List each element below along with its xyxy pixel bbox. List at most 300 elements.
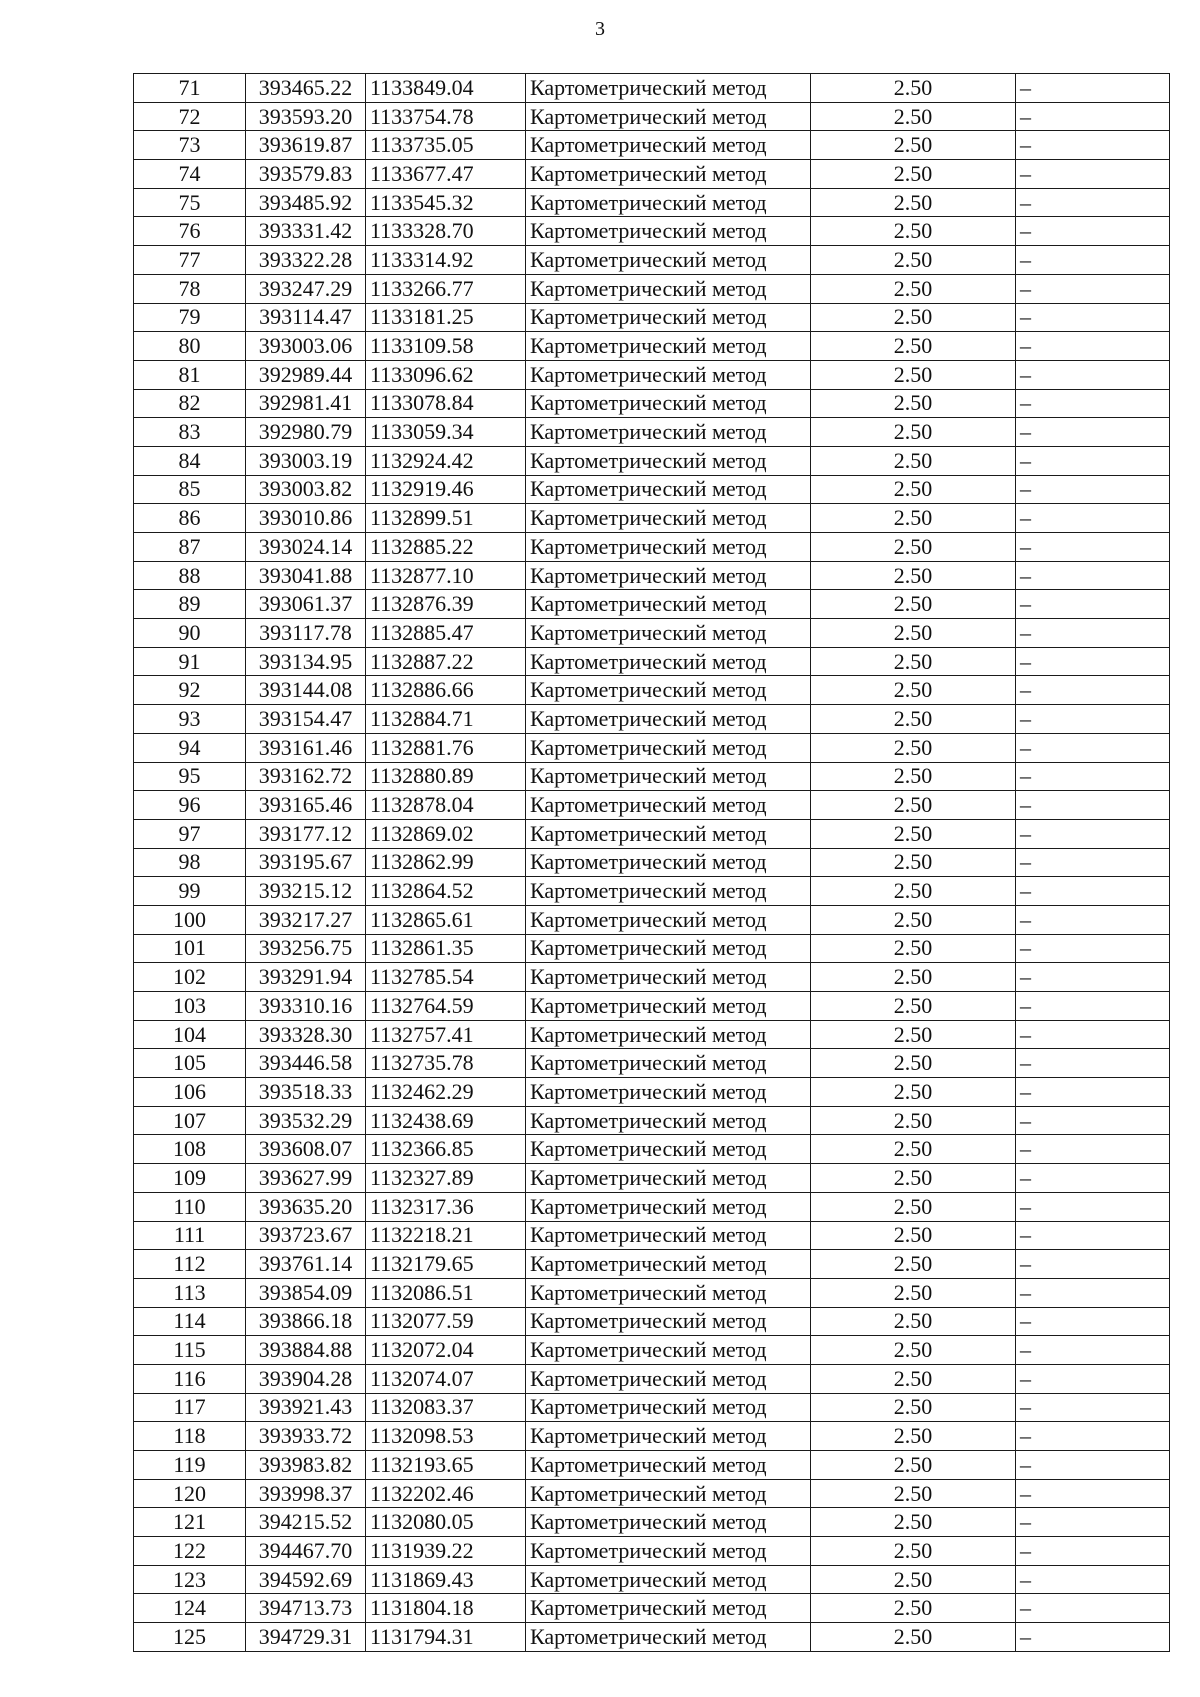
point-number-cell: 81 — [134, 360, 246, 389]
method-cell: Картометрический метод — [526, 303, 811, 332]
description-cell: – — [1016, 1078, 1170, 1107]
x-coordinate-cell: 393144.08 — [246, 676, 366, 705]
table-row — [134, 1192, 1170, 1221]
table-row — [134, 561, 1170, 590]
error-cell: 2.50 — [811, 1135, 1016, 1164]
table-row — [134, 905, 1170, 934]
error-cell: 2.50 — [811, 733, 1016, 762]
description-cell: – — [1016, 1537, 1170, 1566]
table-row — [134, 446, 1170, 475]
description-cell: – — [1016, 705, 1170, 734]
y-coordinate-cell: 1132862.99 — [366, 848, 526, 877]
x-coordinate-cell: 393247.29 — [246, 274, 366, 303]
table-row — [134, 1336, 1170, 1365]
y-coordinate-cell: 1132080.05 — [366, 1508, 526, 1537]
x-coordinate-cell: 393291.94 — [246, 963, 366, 992]
x-coordinate-cell: 393723.67 — [246, 1221, 366, 1250]
error-cell: 2.50 — [811, 102, 1016, 131]
error-cell: 2.50 — [811, 1422, 1016, 1451]
method-cell: Картометрический метод — [526, 274, 811, 303]
y-coordinate-cell: 1133328.70 — [366, 217, 526, 246]
y-coordinate-cell: 1133677.47 — [366, 160, 526, 189]
error-cell: 2.50 — [811, 246, 1016, 275]
error-cell: 2.50 — [811, 1049, 1016, 1078]
table-row — [134, 762, 1170, 791]
error-cell: 2.50 — [811, 1078, 1016, 1107]
point-number-cell: 89 — [134, 590, 246, 619]
method-cell: Картометрический метод — [526, 705, 811, 734]
point-number-cell: 95 — [134, 762, 246, 791]
method-cell: Картометрический метод — [526, 1278, 811, 1307]
y-coordinate-cell: 1132218.21 — [366, 1221, 526, 1250]
point-number-cell: 101 — [134, 934, 246, 963]
description-cell: – — [1016, 217, 1170, 246]
y-coordinate-cell: 1132919.46 — [366, 475, 526, 504]
description-cell: – — [1016, 1565, 1170, 1594]
point-number-cell: 100 — [134, 905, 246, 934]
table-row — [134, 877, 1170, 906]
point-number-cell: 112 — [134, 1250, 246, 1279]
method-cell: Картометрический метод — [526, 848, 811, 877]
description-cell: – — [1016, 274, 1170, 303]
method-cell: Картометрический метод — [526, 905, 811, 934]
point-number-cell: 125 — [134, 1623, 246, 1652]
y-coordinate-cell: 1132876.39 — [366, 590, 526, 619]
table-row — [134, 819, 1170, 848]
x-coordinate-cell: 393310.16 — [246, 992, 366, 1021]
table-row — [134, 676, 1170, 705]
description-cell: – — [1016, 561, 1170, 590]
x-coordinate-cell: 394467.70 — [246, 1537, 366, 1566]
method-cell: Картометрический метод — [526, 1135, 811, 1164]
y-coordinate-cell: 1132757.41 — [366, 1020, 526, 1049]
error-cell: 2.50 — [811, 389, 1016, 418]
x-coordinate-cell: 393154.47 — [246, 705, 366, 734]
error-cell: 2.50 — [811, 1020, 1016, 1049]
x-coordinate-cell: 392989.44 — [246, 360, 366, 389]
point-number-cell: 76 — [134, 217, 246, 246]
table-row — [134, 1623, 1170, 1652]
y-coordinate-cell: 1132438.69 — [366, 1106, 526, 1135]
table-row — [134, 217, 1170, 246]
table-row — [134, 1278, 1170, 1307]
y-coordinate-cell: 1133059.34 — [366, 418, 526, 447]
table-row — [134, 332, 1170, 361]
x-coordinate-cell: 392981.41 — [246, 389, 366, 418]
method-cell: Картометрический метод — [526, 1307, 811, 1336]
y-coordinate-cell: 1132899.51 — [366, 504, 526, 533]
method-cell: Картометрический метод — [526, 1164, 811, 1193]
point-number-cell: 88 — [134, 561, 246, 590]
y-coordinate-cell: 1133096.62 — [366, 360, 526, 389]
y-coordinate-cell: 1131869.43 — [366, 1565, 526, 1594]
x-coordinate-cell: 393003.19 — [246, 446, 366, 475]
point-number-cell: 96 — [134, 791, 246, 820]
point-number-cell: 111 — [134, 1221, 246, 1250]
x-coordinate-cell: 393608.07 — [246, 1135, 366, 1164]
y-coordinate-cell: 1132317.36 — [366, 1192, 526, 1221]
point-number-cell: 115 — [134, 1336, 246, 1365]
point-number-cell: 103 — [134, 992, 246, 1021]
x-coordinate-cell: 393532.29 — [246, 1106, 366, 1135]
x-coordinate-cell: 393866.18 — [246, 1307, 366, 1336]
point-number-cell: 102 — [134, 963, 246, 992]
error-cell: 2.50 — [811, 533, 1016, 562]
table-row — [134, 160, 1170, 189]
method-cell: Картометрический метод — [526, 131, 811, 160]
x-coordinate-cell: 393619.87 — [246, 131, 366, 160]
method-cell: Картометрический метод — [526, 1192, 811, 1221]
method-cell: Картометрический метод — [526, 188, 811, 217]
point-number-cell: 121 — [134, 1508, 246, 1537]
point-number-cell: 92 — [134, 676, 246, 705]
description-cell: – — [1016, 1364, 1170, 1393]
x-coordinate-cell: 393024.14 — [246, 533, 366, 562]
description-cell: – — [1016, 418, 1170, 447]
description-cell: – — [1016, 160, 1170, 189]
y-coordinate-cell: 1132735.78 — [366, 1049, 526, 1078]
point-number-cell: 74 — [134, 160, 246, 189]
method-cell: Картометрический метод — [526, 102, 811, 131]
y-coordinate-cell: 1132864.52 — [366, 877, 526, 906]
y-coordinate-cell: 1132086.51 — [366, 1278, 526, 1307]
method-cell: Картометрический метод — [526, 74, 811, 103]
description-cell: – — [1016, 1594, 1170, 1623]
description-cell: – — [1016, 1623, 1170, 1652]
y-coordinate-cell: 1133754.78 — [366, 102, 526, 131]
method-cell: Картометрический метод — [526, 389, 811, 418]
error-cell: 2.50 — [811, 647, 1016, 676]
point-number-cell: 117 — [134, 1393, 246, 1422]
method-cell: Картометрический метод — [526, 1451, 811, 1480]
method-cell: Картометрический метод — [526, 1078, 811, 1107]
table-row — [134, 619, 1170, 648]
table-row — [134, 102, 1170, 131]
method-cell: Картометрический метод — [526, 360, 811, 389]
description-cell: – — [1016, 1192, 1170, 1221]
table-row — [134, 1422, 1170, 1451]
method-cell: Картометрический метод — [526, 1049, 811, 1078]
y-coordinate-cell: 1132462.29 — [366, 1078, 526, 1107]
description-cell: – — [1016, 1278, 1170, 1307]
description-cell: – — [1016, 131, 1170, 160]
y-coordinate-cell: 1131939.22 — [366, 1537, 526, 1566]
x-coordinate-cell: 393003.06 — [246, 332, 366, 361]
table-row — [134, 992, 1170, 1021]
y-coordinate-cell: 1132366.85 — [366, 1135, 526, 1164]
y-coordinate-cell: 1133078.84 — [366, 389, 526, 418]
x-coordinate-cell: 393161.46 — [246, 733, 366, 762]
x-coordinate-cell: 393854.09 — [246, 1278, 366, 1307]
table-row — [134, 1451, 1170, 1480]
description-cell: – — [1016, 848, 1170, 877]
point-number-cell: 122 — [134, 1537, 246, 1566]
x-coordinate-cell: 393322.28 — [246, 246, 366, 275]
point-number-cell: 106 — [134, 1078, 246, 1107]
point-number-cell: 123 — [134, 1565, 246, 1594]
error-cell: 2.50 — [811, 791, 1016, 820]
table-row — [134, 791, 1170, 820]
y-coordinate-cell: 1132887.22 — [366, 647, 526, 676]
coordinates-table-body — [134, 74, 1170, 1652]
table-row — [134, 1565, 1170, 1594]
y-coordinate-cell: 1132764.59 — [366, 992, 526, 1021]
error-cell: 2.50 — [811, 188, 1016, 217]
error-cell: 2.50 — [811, 418, 1016, 447]
point-number-cell: 79 — [134, 303, 246, 332]
y-coordinate-cell: 1132327.89 — [366, 1164, 526, 1193]
description-cell: – — [1016, 1422, 1170, 1451]
error-cell: 2.50 — [811, 1451, 1016, 1480]
point-number-cell: 97 — [134, 819, 246, 848]
table-row — [134, 274, 1170, 303]
x-coordinate-cell: 393328.30 — [246, 1020, 366, 1049]
y-coordinate-cell: 1132098.53 — [366, 1422, 526, 1451]
x-coordinate-cell: 394729.31 — [246, 1623, 366, 1652]
point-number-cell: 93 — [134, 705, 246, 734]
x-coordinate-cell: 393215.12 — [246, 877, 366, 906]
point-number-cell: 108 — [134, 1135, 246, 1164]
error-cell: 2.50 — [811, 217, 1016, 246]
x-coordinate-cell: 393165.46 — [246, 791, 366, 820]
x-coordinate-cell: 393117.78 — [246, 619, 366, 648]
y-coordinate-cell: 1131794.31 — [366, 1623, 526, 1652]
table-row — [134, 1049, 1170, 1078]
table-row — [134, 504, 1170, 533]
error-cell: 2.50 — [811, 303, 1016, 332]
point-number-cell: 78 — [134, 274, 246, 303]
method-cell: Картометрический метод — [526, 475, 811, 504]
table-row — [134, 705, 1170, 734]
table-row — [134, 533, 1170, 562]
y-coordinate-cell: 1132083.37 — [366, 1393, 526, 1422]
table-row — [134, 934, 1170, 963]
y-coordinate-cell: 1133109.58 — [366, 332, 526, 361]
description-cell: – — [1016, 647, 1170, 676]
error-cell: 2.50 — [811, 848, 1016, 877]
point-number-cell: 110 — [134, 1192, 246, 1221]
method-cell: Картометрический метод — [526, 1250, 811, 1279]
y-coordinate-cell: 1132885.47 — [366, 619, 526, 648]
table-row — [134, 1164, 1170, 1193]
description-cell: – — [1016, 1250, 1170, 1279]
method-cell: Картометрический метод — [526, 1393, 811, 1422]
method-cell: Картометрический метод — [526, 1537, 811, 1566]
description-cell: – — [1016, 360, 1170, 389]
y-coordinate-cell: 1133849.04 — [366, 74, 526, 103]
method-cell: Картометрический метод — [526, 533, 811, 562]
description-cell: – — [1016, 246, 1170, 275]
point-number-cell: 71 — [134, 74, 246, 103]
table-row — [134, 1106, 1170, 1135]
point-number-cell: 77 — [134, 246, 246, 275]
table-row — [134, 1479, 1170, 1508]
y-coordinate-cell: 1132881.76 — [366, 733, 526, 762]
method-cell: Картометрический метод — [526, 619, 811, 648]
method-cell: Картометрический метод — [526, 1020, 811, 1049]
y-coordinate-cell: 1132885.22 — [366, 533, 526, 562]
description-cell: – — [1016, 619, 1170, 648]
description-cell: – — [1016, 1020, 1170, 1049]
x-coordinate-cell: 393195.67 — [246, 848, 366, 877]
x-coordinate-cell: 393256.75 — [246, 934, 366, 963]
x-coordinate-cell: 394215.52 — [246, 1508, 366, 1537]
error-cell: 2.50 — [811, 1594, 1016, 1623]
error-cell: 2.50 — [811, 1565, 1016, 1594]
point-number-cell: 107 — [134, 1106, 246, 1135]
y-coordinate-cell: 1133266.77 — [366, 274, 526, 303]
page-number: 3 — [595, 18, 605, 40]
error-cell: 2.50 — [811, 446, 1016, 475]
error-cell: 2.50 — [811, 1364, 1016, 1393]
y-coordinate-cell: 1131804.18 — [366, 1594, 526, 1623]
method-cell: Картометрический метод — [526, 934, 811, 963]
error-cell: 2.50 — [811, 74, 1016, 103]
table-row — [134, 1307, 1170, 1336]
y-coordinate-cell: 1132880.89 — [366, 762, 526, 791]
method-cell: Картометрический метод — [526, 733, 811, 762]
point-number-cell: 105 — [134, 1049, 246, 1078]
point-number-cell: 116 — [134, 1364, 246, 1393]
description-cell: – — [1016, 877, 1170, 906]
description-cell: – — [1016, 504, 1170, 533]
x-coordinate-cell: 393003.82 — [246, 475, 366, 504]
error-cell: 2.50 — [811, 705, 1016, 734]
x-coordinate-cell: 394713.73 — [246, 1594, 366, 1623]
description-cell: – — [1016, 102, 1170, 131]
error-cell: 2.50 — [811, 1479, 1016, 1508]
point-number-cell: 75 — [134, 188, 246, 217]
y-coordinate-cell: 1132924.42 — [366, 446, 526, 475]
error-cell: 2.50 — [811, 934, 1016, 963]
method-cell: Картометрический метод — [526, 1594, 811, 1623]
point-number-cell: 99 — [134, 877, 246, 906]
error-cell: 2.50 — [811, 131, 1016, 160]
x-coordinate-cell: 393177.12 — [246, 819, 366, 848]
error-cell: 2.50 — [811, 992, 1016, 1021]
table-row — [134, 1508, 1170, 1537]
description-cell: – — [1016, 1049, 1170, 1078]
table-row — [134, 1078, 1170, 1107]
x-coordinate-cell: 393921.43 — [246, 1393, 366, 1422]
point-number-cell: 90 — [134, 619, 246, 648]
table-row — [134, 1221, 1170, 1250]
method-cell: Картометрический метод — [526, 676, 811, 705]
error-cell: 2.50 — [811, 1623, 1016, 1652]
x-coordinate-cell: 393465.22 — [246, 74, 366, 103]
method-cell: Картометрический метод — [526, 1508, 811, 1537]
y-coordinate-cell: 1133545.32 — [366, 188, 526, 217]
x-coordinate-cell: 393635.20 — [246, 1192, 366, 1221]
error-cell: 2.50 — [811, 1537, 1016, 1566]
point-number-cell: 80 — [134, 332, 246, 361]
y-coordinate-cell: 1133314.92 — [366, 246, 526, 275]
y-coordinate-cell: 1132193.65 — [366, 1451, 526, 1480]
method-cell: Картометрический метод — [526, 762, 811, 791]
method-cell: Картометрический метод — [526, 332, 811, 361]
table-row — [134, 1020, 1170, 1049]
table-row — [134, 1135, 1170, 1164]
y-coordinate-cell: 1132861.35 — [366, 934, 526, 963]
table-row — [134, 418, 1170, 447]
x-coordinate-cell: 393593.20 — [246, 102, 366, 131]
description-cell: – — [1016, 1106, 1170, 1135]
x-coordinate-cell: 393933.72 — [246, 1422, 366, 1451]
description-cell: – — [1016, 303, 1170, 332]
point-number-cell: 84 — [134, 446, 246, 475]
x-coordinate-cell: 393331.42 — [246, 217, 366, 246]
table-row — [134, 1393, 1170, 1422]
table-row — [134, 1364, 1170, 1393]
table-row — [134, 389, 1170, 418]
x-coordinate-cell: 393446.58 — [246, 1049, 366, 1078]
error-cell: 2.50 — [811, 360, 1016, 389]
method-cell: Картометрический метод — [526, 791, 811, 820]
description-cell: – — [1016, 934, 1170, 963]
description-cell: – — [1016, 332, 1170, 361]
y-coordinate-cell: 1132077.59 — [366, 1307, 526, 1336]
description-cell: – — [1016, 1451, 1170, 1480]
table-row — [134, 1537, 1170, 1566]
description-cell: – — [1016, 1221, 1170, 1250]
description-cell: – — [1016, 74, 1170, 103]
error-cell: 2.50 — [811, 1393, 1016, 1422]
error-cell: 2.50 — [811, 1250, 1016, 1279]
method-cell: Картометрический метод — [526, 992, 811, 1021]
error-cell: 2.50 — [811, 475, 1016, 504]
method-cell: Картометрический метод — [526, 1422, 811, 1451]
x-coordinate-cell: 393134.95 — [246, 647, 366, 676]
description-cell: – — [1016, 676, 1170, 705]
table-row — [134, 131, 1170, 160]
x-coordinate-cell: 393114.47 — [246, 303, 366, 332]
x-coordinate-cell: 393518.33 — [246, 1078, 366, 1107]
error-cell: 2.50 — [811, 877, 1016, 906]
x-coordinate-cell: 393998.37 — [246, 1479, 366, 1508]
method-cell: Картометрический метод — [526, 246, 811, 275]
x-coordinate-cell: 393041.88 — [246, 561, 366, 590]
x-coordinate-cell: 393884.88 — [246, 1336, 366, 1365]
error-cell: 2.50 — [811, 590, 1016, 619]
error-cell: 2.50 — [811, 676, 1016, 705]
method-cell: Картометрический метод — [526, 963, 811, 992]
x-coordinate-cell: 393061.37 — [246, 590, 366, 619]
y-coordinate-cell: 1132072.04 — [366, 1336, 526, 1365]
table-row — [134, 74, 1170, 103]
method-cell: Картометрический метод — [526, 819, 811, 848]
x-coordinate-cell: 393162.72 — [246, 762, 366, 791]
point-number-cell: 119 — [134, 1451, 246, 1480]
point-number-cell: 94 — [134, 733, 246, 762]
point-number-cell: 113 — [134, 1278, 246, 1307]
y-coordinate-cell: 1132869.02 — [366, 819, 526, 848]
error-cell: 2.50 — [811, 1164, 1016, 1193]
table-row — [134, 848, 1170, 877]
table-row — [134, 590, 1170, 619]
description-cell: – — [1016, 590, 1170, 619]
method-cell: Картометрический метод — [526, 590, 811, 619]
point-number-cell: 87 — [134, 533, 246, 562]
x-coordinate-cell: 393485.92 — [246, 188, 366, 217]
method-cell: Картометрический метод — [526, 217, 811, 246]
x-coordinate-cell: 392980.79 — [246, 418, 366, 447]
point-number-cell: 73 — [134, 131, 246, 160]
method-cell: Картометрический метод — [526, 504, 811, 533]
error-cell: 2.50 — [811, 1336, 1016, 1365]
y-coordinate-cell: 1132878.04 — [366, 791, 526, 820]
description-cell: – — [1016, 533, 1170, 562]
point-number-cell: 114 — [134, 1307, 246, 1336]
